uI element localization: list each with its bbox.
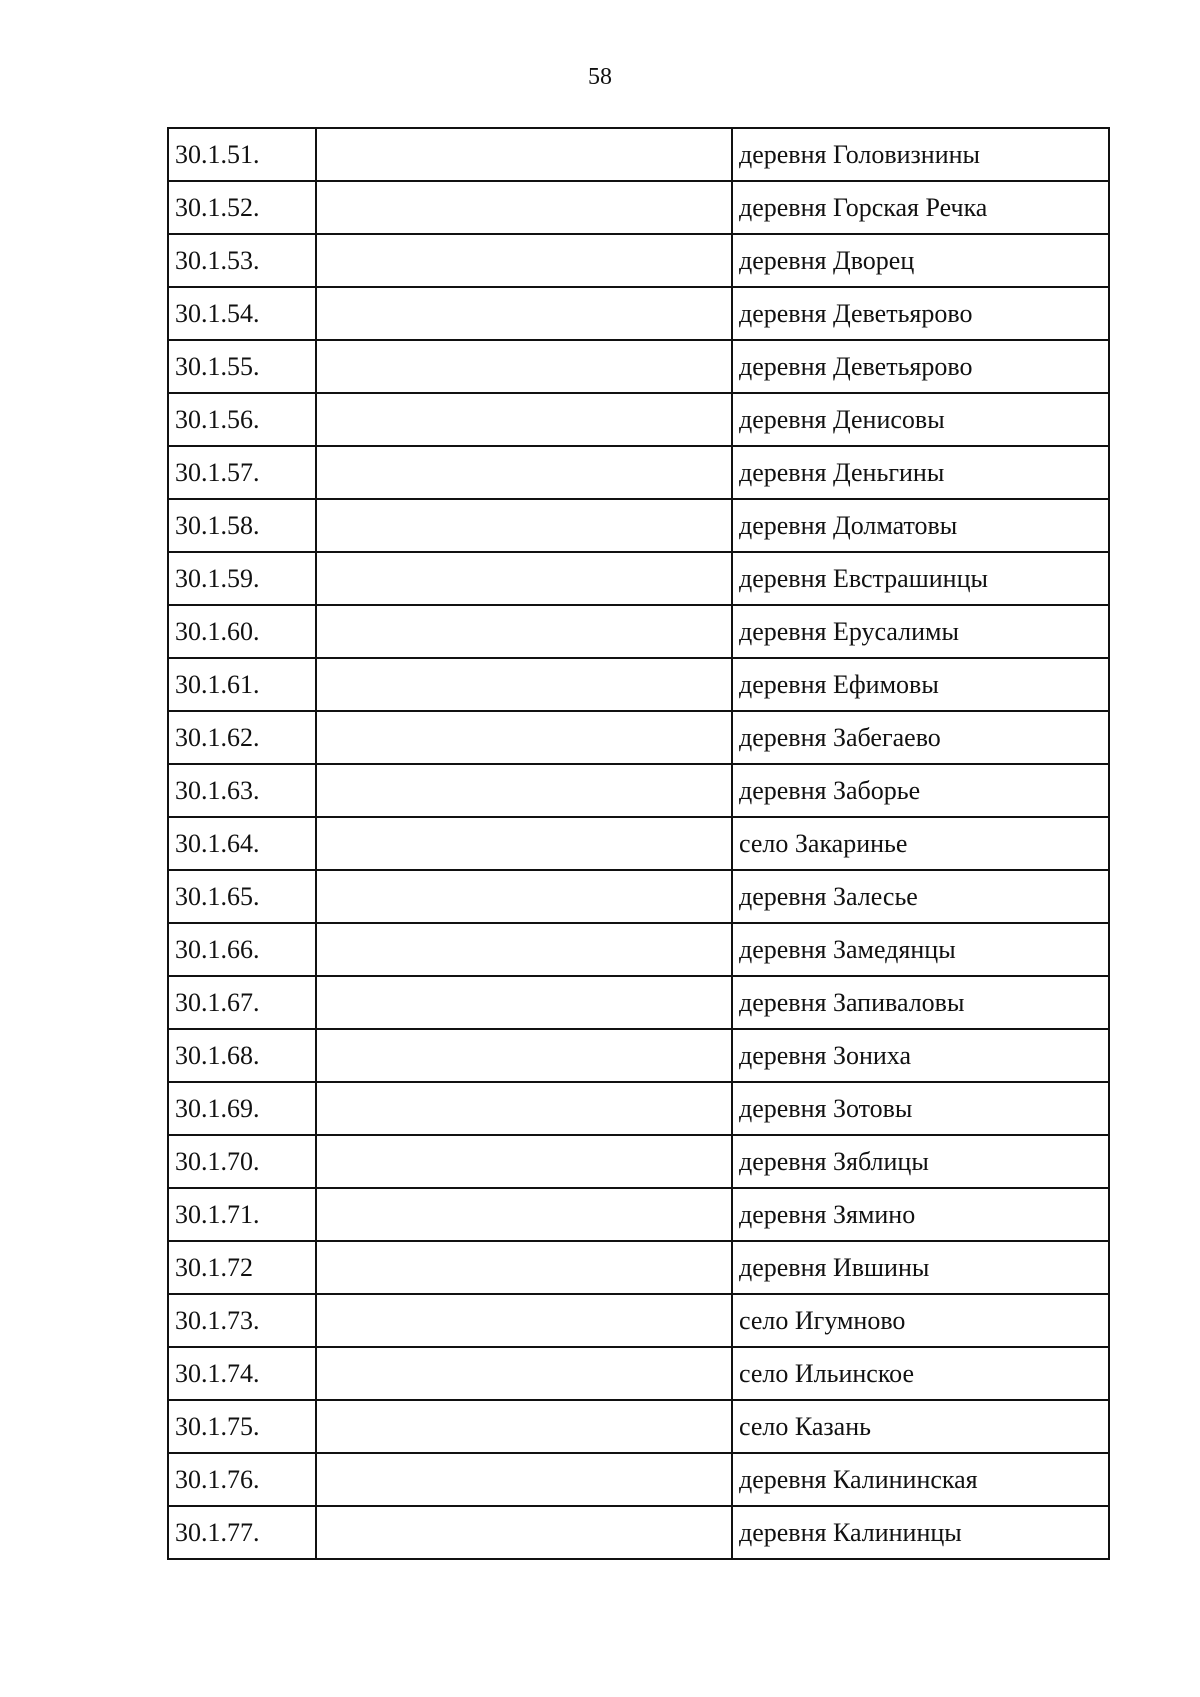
empty-cell [316, 1506, 732, 1559]
row-number-cell: 30.1.53. [168, 234, 316, 287]
empty-cell [316, 1082, 732, 1135]
settlement-name-cell: деревня Деветьярово [732, 287, 1109, 340]
table-row [168, 1294, 1109, 1347]
settlement-name-cell: село Казань [732, 1400, 1109, 1453]
settlement-name-cell: деревня Горская Речка [732, 181, 1109, 234]
table-row [168, 764, 1109, 817]
empty-cell [316, 181, 732, 234]
empty-cell [316, 1294, 732, 1347]
table-row [168, 1188, 1109, 1241]
settlement-name-cell: деревня Дворец [732, 234, 1109, 287]
row-number-cell: 30.1.56. [168, 393, 316, 446]
row-number-cell: 30.1.74. [168, 1347, 316, 1400]
empty-cell [316, 1188, 732, 1241]
empty-cell [316, 605, 732, 658]
settlements-table-body [168, 128, 1109, 1559]
settlement-name-cell: деревня Зямино [732, 1188, 1109, 1241]
row-number-cell: 30.1.62. [168, 711, 316, 764]
row-number-cell: 30.1.58. [168, 499, 316, 552]
table-row [168, 393, 1109, 446]
row-number-cell: 30.1.64. [168, 817, 316, 870]
row-number-cell: 30.1.68. [168, 1029, 316, 1082]
empty-cell [316, 870, 732, 923]
empty-cell [316, 1453, 732, 1506]
row-number-cell: 30.1.61. [168, 658, 316, 711]
table-row [168, 446, 1109, 499]
empty-cell [316, 287, 732, 340]
table-row [168, 1135, 1109, 1188]
settlement-name-cell: село Игумново [732, 1294, 1109, 1347]
table-row [168, 128, 1109, 181]
table-row [168, 499, 1109, 552]
table-row [168, 552, 1109, 605]
empty-cell [316, 923, 732, 976]
row-number-cell: 30.1.57. [168, 446, 316, 499]
settlement-name-cell: деревня Залесье [732, 870, 1109, 923]
row-number-cell: 30.1.65. [168, 870, 316, 923]
table-row [168, 817, 1109, 870]
settlement-name-cell: деревня Калининцы [732, 1506, 1109, 1559]
empty-cell [316, 1347, 732, 1400]
page-number: 58 [588, 64, 612, 90]
settlement-name-cell: деревня Денисовы [732, 393, 1109, 446]
empty-cell [316, 128, 732, 181]
row-number-cell: 30.1.55. [168, 340, 316, 393]
table-row [168, 711, 1109, 764]
settlement-name-cell: деревня Зониха [732, 1029, 1109, 1082]
settlement-name-cell: деревня Долматовы [732, 499, 1109, 552]
table-row [168, 234, 1109, 287]
empty-cell [316, 499, 732, 552]
empty-cell [316, 1241, 732, 1294]
table-row [168, 870, 1109, 923]
settlement-name-cell: село Ильинское [732, 1347, 1109, 1400]
empty-cell [316, 340, 732, 393]
settlement-name-cell: деревня Деньгины [732, 446, 1109, 499]
settlement-name-cell: деревня Головизнины [732, 128, 1109, 181]
row-number-cell: 30.1.66. [168, 923, 316, 976]
table-row [168, 1029, 1109, 1082]
table-row [168, 1400, 1109, 1453]
empty-cell [316, 711, 732, 764]
table-row [168, 658, 1109, 711]
row-number-cell: 30.1.63. [168, 764, 316, 817]
row-number-cell: 30.1.60. [168, 605, 316, 658]
settlement-name-cell: деревня Калининская [732, 1453, 1109, 1506]
table-row [168, 976, 1109, 1029]
settlement-name-cell: деревня Евстрашинцы [732, 552, 1109, 605]
row-number-cell: 30.1.72 [168, 1241, 316, 1294]
row-number-cell: 30.1.52. [168, 181, 316, 234]
empty-cell [316, 658, 732, 711]
table-row [168, 1082, 1109, 1135]
table-row [168, 1506, 1109, 1559]
empty-cell [316, 976, 732, 1029]
row-number-cell: 30.1.76. [168, 1453, 316, 1506]
table-row [168, 340, 1109, 393]
row-number-cell: 30.1.77. [168, 1506, 316, 1559]
empty-cell [316, 1400, 732, 1453]
row-number-cell: 30.1.73. [168, 1294, 316, 1347]
row-number-cell: 30.1.70. [168, 1135, 316, 1188]
empty-cell [316, 234, 732, 287]
empty-cell [316, 393, 732, 446]
empty-cell [316, 552, 732, 605]
settlement-name-cell: деревня Ерусалимы [732, 605, 1109, 658]
row-number-cell: 30.1.54. [168, 287, 316, 340]
empty-cell [316, 1029, 732, 1082]
settlement-name-cell: деревня Заборье [732, 764, 1109, 817]
settlement-name-cell: деревня Деветьярово [732, 340, 1109, 393]
row-number-cell: 30.1.67. [168, 976, 316, 1029]
settlement-name-cell: деревня Зотовы [732, 1082, 1109, 1135]
empty-cell [316, 446, 732, 499]
settlement-name-cell: деревня Ившины [732, 1241, 1109, 1294]
table-row [168, 605, 1109, 658]
table-row [168, 1347, 1109, 1400]
settlement-name-cell: деревня Зяблицы [732, 1135, 1109, 1188]
row-number-cell: 30.1.59. [168, 552, 316, 605]
table-row [168, 287, 1109, 340]
table-row [168, 1241, 1109, 1294]
empty-cell [316, 764, 732, 817]
empty-cell [316, 817, 732, 870]
row-number-cell: 30.1.51. [168, 128, 316, 181]
settlement-name-cell: село Закаринье [732, 817, 1109, 870]
table-row [168, 1453, 1109, 1506]
row-number-cell: 30.1.75. [168, 1400, 316, 1453]
settlement-name-cell: деревня Ефимовы [732, 658, 1109, 711]
row-number-cell: 30.1.71. [168, 1188, 316, 1241]
empty-cell [316, 1135, 732, 1188]
settlement-name-cell: деревня Замедянцы [732, 923, 1109, 976]
settlement-name-cell: деревня Запиваловы [732, 976, 1109, 1029]
table-row [168, 181, 1109, 234]
settlements-table [167, 127, 1110, 1560]
table-row [168, 923, 1109, 976]
row-number-cell: 30.1.69. [168, 1082, 316, 1135]
settlement-name-cell: деревня Забегаево [732, 711, 1109, 764]
